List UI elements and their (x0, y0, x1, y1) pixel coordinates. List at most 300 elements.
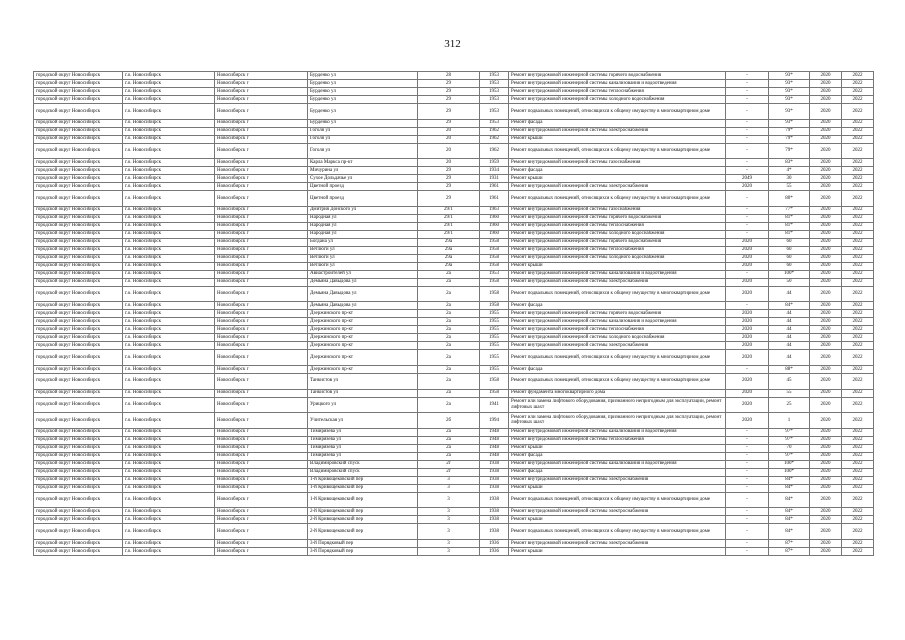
city-cell: Новосибирск г (215, 286, 308, 302)
municipality-cell: городской округ Новосибирск (34, 318, 123, 326)
plan-start-cell: 2020 (810, 214, 842, 222)
plan-start-cell: 2020 (810, 460, 842, 468)
plan-end-cell: 2022 (842, 119, 874, 127)
work-type-cell: Ремонт внутридомовой инженерной системы электроснабжения (509, 539, 726, 547)
plan-start-cell: 2020 (810, 436, 842, 444)
table-row (34, 222, 874, 230)
plan-start-cell: 2020 (810, 468, 842, 476)
city-cell: Новосибирск г (215, 246, 308, 254)
prev-year-cell: - (726, 119, 769, 127)
table-row (34, 484, 874, 492)
plan-end-cell: 2022 (842, 476, 874, 484)
house-cell: 3 (418, 492, 480, 508)
year-built-cell: 1958 (480, 254, 509, 262)
wear-cell: 84* (769, 302, 810, 310)
year-built-cell: 1948 (480, 444, 509, 452)
wear-cell: 60 (769, 238, 810, 246)
wear-cell: 30 (769, 175, 810, 183)
house-cell: 29 (418, 167, 480, 175)
work-type-cell: Ремонт внутридомовой инженерной системы газоснабжения (509, 159, 726, 167)
house-cell: 3 (418, 484, 480, 492)
prev-year-cell: - (726, 476, 769, 484)
table-body (34, 72, 874, 556)
year-built-cell: 1962 (480, 127, 509, 135)
municipality-cell: городской округ Новосибирск (34, 254, 123, 262)
wear-cell: 88* (769, 365, 810, 373)
municipality-cell: городской округ Новосибирск (34, 342, 123, 350)
house-cell: 29/1 (418, 230, 480, 238)
plan-start-cell: 2020 (810, 310, 842, 318)
street-cell: Дзержинского пр-кт (308, 334, 418, 342)
wear-cell: 44 (769, 318, 810, 326)
municipality-cell: городской округ Новосибирск (34, 516, 123, 524)
city-cell: Новосибирск г (215, 96, 308, 104)
table-row (34, 80, 874, 88)
city-cell: Новосибирск г (215, 310, 308, 318)
plan-end-cell: 2022 (842, 175, 874, 183)
table-row (34, 476, 874, 484)
district-cell: г.о. Новосибирск (123, 428, 215, 436)
municipality-cell: городской округ Новосибирск (34, 444, 123, 452)
house-cell: 3 (418, 547, 480, 555)
house-cell: 29 (418, 183, 480, 191)
city-cell: Новосибирск г (215, 159, 308, 167)
table-row (34, 492, 874, 508)
house-cell: 29а (418, 238, 480, 246)
district-cell: г.о. Новосибирск (123, 270, 215, 278)
table-row (34, 334, 874, 342)
plan-start-cell: 2020 (810, 492, 842, 508)
house-cell: 20 (418, 127, 480, 135)
table-row (34, 143, 874, 159)
prev-year-cell: 2020 (726, 278, 769, 286)
house-cell: 29 (418, 175, 480, 183)
municipality-cell: городской округ Новосибирск (34, 159, 123, 167)
district-cell: г.о. Новосибирск (123, 413, 215, 429)
wear-cell: 100* (769, 270, 810, 278)
plan-start-cell: 2020 (810, 444, 842, 452)
table-row (34, 547, 874, 555)
street-cell: Бурденко ул (308, 88, 418, 96)
city-cell: Новосибирск г (215, 230, 308, 238)
wear-cell: 100* (769, 468, 810, 476)
work-type-cell: Ремонт подвальных помещений, относящихся к общему имуществу в многоквартирном доме (509, 492, 726, 508)
street-cell: Ветлюги ул (308, 254, 418, 262)
plan-start-cell: 2020 (810, 302, 842, 310)
year-built-cell: 1955 (480, 334, 509, 342)
house-cell: 20 (418, 135, 480, 143)
table-row (34, 428, 874, 436)
wear-cell: 97* (769, 452, 810, 460)
year-built-cell: 1948 (480, 436, 509, 444)
prev-year-cell: 2020 (726, 286, 769, 302)
plan-start-cell: 2020 (810, 230, 842, 238)
city-cell: Новосибирск г (215, 452, 308, 460)
municipality-cell: городской округ Новосибирск (34, 334, 123, 342)
prev-year-cell: 2020 (726, 397, 769, 413)
plan-end-cell: 2022 (842, 373, 874, 389)
table-row (34, 278, 874, 286)
street-cell: 3-й Порядковый пер (308, 539, 418, 547)
street-cell: Цветной проезд (308, 183, 418, 191)
city-cell: Новосибирск г (215, 397, 308, 413)
house-cell: 2г (418, 468, 480, 476)
street-cell: 1-й Кривощековский пер (308, 476, 418, 484)
municipality-cell: городской округ Новосибирск (34, 262, 123, 270)
plan-end-cell: 2022 (842, 127, 874, 135)
prev-year-cell: - (726, 302, 769, 310)
house-cell: 3 (418, 524, 480, 540)
table-row (34, 175, 874, 183)
prev-year-cell: - (726, 104, 769, 120)
wear-cell: 93* (769, 96, 810, 104)
prev-year-cell: - (726, 468, 769, 476)
table-row (34, 508, 874, 516)
wear-cell: 79* (769, 143, 810, 159)
municipality-cell: городской округ Новосибирск (34, 88, 123, 96)
year-built-cell: 1955 (480, 350, 509, 366)
house-cell: 2а (418, 278, 480, 286)
street-cell: Бурденко ул (308, 80, 418, 88)
city-cell: Новосибирск г (215, 342, 308, 350)
municipality-cell: городской округ Новосибирск (34, 413, 123, 429)
plan-end-cell: 2022 (842, 270, 874, 278)
city-cell: Новосибирск г (215, 206, 308, 214)
house-cell: 2а (418, 270, 480, 278)
street-cell: Мичурина ул (308, 167, 418, 175)
plan-start-cell: 2020 (810, 342, 842, 350)
city-cell: Новосибирск г (215, 547, 308, 555)
plan-end-cell: 2022 (842, 492, 874, 508)
year-built-cell: 1958 (480, 373, 509, 389)
plan-start-cell: 2020 (810, 238, 842, 246)
table-row (34, 350, 874, 366)
district-cell: г.о. Новосибирск (123, 508, 215, 516)
street-cell: Гоголя ул (308, 135, 418, 143)
prev-year-cell: - (726, 159, 769, 167)
municipality-cell: городской округ Новосибирск (34, 72, 123, 80)
prev-year-cell: 2020 (726, 334, 769, 342)
street-cell: Демьяна Давыдова ул (308, 278, 418, 286)
house-cell: 29/1 (418, 214, 480, 222)
work-type-cell: Ремонт крыши (509, 484, 726, 492)
plan-start-cell: 2020 (810, 159, 842, 167)
municipality-cell: городской округ Новосибирск (34, 508, 123, 516)
plan-start-cell: 2020 (810, 373, 842, 389)
wear-cell: 93* (769, 104, 810, 120)
district-cell: г.о. Новосибирск (123, 143, 215, 159)
district-cell: г.о. Новосибирск (123, 310, 215, 318)
house-cell: 2а (418, 326, 480, 334)
prev-year-cell: - (726, 270, 769, 278)
prev-year-cell: 2020 (726, 183, 769, 191)
district-cell: г.о. Новосибирск (123, 278, 215, 286)
table-row (34, 88, 874, 96)
work-type-cell: Ремонт внутридомовой инженерной системы электроснабжения (509, 508, 726, 516)
plan-end-cell: 2022 (842, 326, 874, 334)
city-cell: Новосибирск г (215, 104, 308, 120)
table-row (34, 206, 874, 214)
year-built-cell: 1938 (480, 460, 509, 468)
street-cell: Гоголя ул (308, 143, 418, 159)
work-type-cell: Ремонт крыши (509, 516, 726, 524)
house-cell: 2а (418, 436, 480, 444)
plan-end-cell: 2022 (842, 413, 874, 429)
plan-end-cell: 2022 (842, 214, 874, 222)
street-cell: Бурденко ул (308, 104, 418, 120)
plan-start-cell: 2020 (810, 389, 842, 397)
work-type-cell: Ремонт внутридомовой инженерной системы канализования и водоотведения (509, 460, 726, 468)
city-cell: Новосибирск г (215, 222, 308, 230)
street-cell: Тимирязева ул (308, 452, 418, 460)
city-cell: Новосибирск г (215, 135, 308, 143)
city-cell: Новосибирск г (215, 508, 308, 516)
prev-year-cell: - (726, 452, 769, 460)
plan-end-cell: 2022 (842, 302, 874, 310)
district-cell: г.о. Новосибирск (123, 302, 215, 310)
work-type-cell: Ремонт или замена лифтового оборудования, признанного непригодным для эксплуатации, ремонт лифтовых шахт (509, 397, 726, 413)
plan-end-cell: 2022 (842, 524, 874, 540)
municipality-cell: городской округ Новосибирск (34, 167, 123, 175)
wear-cell: 4* (769, 167, 810, 175)
wear-cell: 55 (769, 389, 810, 397)
district-cell: г.о. Новосибирск (123, 373, 215, 389)
house-cell: 2а (418, 302, 480, 310)
district-cell: г.о. Новосибирск (123, 342, 215, 350)
street-cell: Танкистов ул (308, 373, 418, 389)
street-cell: 3-й Порядковый пер (308, 547, 418, 555)
house-cell: 29 (418, 88, 480, 96)
wear-cell: 60 (769, 254, 810, 262)
street-cell: Ветлюги ул (308, 246, 418, 254)
year-built-cell: 1994 (480, 413, 509, 429)
wear-cell: 81* (769, 214, 810, 222)
district-cell: г.о. Новосибирск (123, 175, 215, 183)
prev-year-cell: - (726, 484, 769, 492)
plan-start-cell: 2020 (810, 96, 842, 104)
street-cell: Тимирязева ул (308, 436, 418, 444)
municipality-cell: городской округ Новосибирск (34, 238, 123, 246)
city-cell: Новосибирск г (215, 476, 308, 484)
district-cell: г.о. Новосибирск (123, 135, 215, 143)
prev-year-cell: - (726, 214, 769, 222)
city-cell: Новосибирск г (215, 143, 308, 159)
city-cell: Новосибирск г (215, 444, 308, 452)
district-cell: г.о. Новосибирск (123, 334, 215, 342)
plan-end-cell: 2022 (842, 183, 874, 191)
municipality-cell: городской округ Новосибирск (34, 214, 123, 222)
work-type-cell: Ремонт внутридомовой инженерной системы горячего водоснабжения (509, 310, 726, 318)
work-type-cell: Ремонт внутридомовой инженерной системы теплоснабжения (509, 222, 726, 230)
district-cell: г.о. Новосибирск (123, 183, 215, 191)
wear-cell: 44 (769, 326, 810, 334)
house-cell: 3 (418, 516, 480, 524)
city-cell: Новосибирск г (215, 191, 308, 207)
district-cell: г.о. Новосибирск (123, 104, 215, 120)
table-row (34, 127, 874, 135)
year-built-cell: 1955 (480, 310, 509, 318)
municipality-cell: городской округ Новосибирск (34, 206, 123, 214)
year-built-cell: 1963 (480, 206, 509, 214)
city-cell: Новосибирск г (215, 318, 308, 326)
city-cell: Новосибирск г (215, 365, 308, 373)
table-row (34, 460, 874, 468)
district-cell: г.о. Новосибирск (123, 547, 215, 555)
work-type-cell: Ремонт внутридомовой инженерной системы холодного водоснабжения (509, 334, 726, 342)
city-cell: Новосибирск г (215, 270, 308, 278)
plan-start-cell: 2020 (810, 262, 842, 270)
wear-cell: 25 (769, 397, 810, 413)
plan-end-cell: 2022 (842, 318, 874, 326)
municipality-cell: городской округ Новосибирск (34, 326, 123, 334)
district-cell: г.о. Новосибирск (123, 444, 215, 452)
prev-year-cell: - (726, 167, 769, 175)
municipality-cell: городской округ Новосибирск (34, 96, 123, 104)
prev-year-cell: - (726, 135, 769, 143)
work-type-cell: Ремонт внутридомовой инженерной системы электроснабжения (509, 127, 726, 135)
house-cell: 2а (418, 365, 480, 373)
street-cell: Народная ул (308, 230, 418, 238)
municipality-cell: городской округ Новосибирск (34, 539, 123, 547)
table-row (34, 389, 874, 397)
street-cell: Цветной проезд (308, 191, 418, 207)
plan-end-cell: 2022 (842, 444, 874, 452)
plan-start-cell: 2020 (810, 539, 842, 547)
prev-year-cell: - (726, 88, 769, 96)
plan-start-cell: 2020 (810, 175, 842, 183)
house-cell: 2а (418, 286, 480, 302)
table-row (34, 524, 874, 540)
prev-year-cell: - (726, 539, 769, 547)
work-type-cell: Ремонт подвальных помещений, относящихся к общему имуществу в многоквартирном доме (509, 524, 726, 540)
prev-year-cell: - (726, 80, 769, 88)
district-cell: г.о. Новосибирск (123, 389, 215, 397)
house-cell: 3 (418, 476, 480, 484)
municipality-cell: городской округ Новосибирск (34, 476, 123, 484)
prev-year-cell: - (726, 72, 769, 80)
district-cell: г.о. Новосибирск (123, 96, 215, 104)
prev-year-cell: 2020 (726, 389, 769, 397)
plan-end-cell: 2022 (842, 365, 874, 373)
street-cell: Дзержинского пр-кт (308, 342, 418, 350)
table-row (34, 72, 874, 80)
wear-cell: 84* (769, 492, 810, 508)
year-built-cell: 1941 (480, 397, 509, 413)
house-cell: 2г (418, 460, 480, 468)
work-type-cell: Ремонт фундамента многоквартирного дома (509, 389, 726, 397)
plan-start-cell: 2020 (810, 270, 842, 278)
district-cell: г.о. Новосибирск (123, 436, 215, 444)
district-cell: г.о. Новосибирск (123, 246, 215, 254)
house-cell: 2а (418, 342, 480, 350)
work-type-cell: Ремонт фасада (509, 452, 726, 460)
plan-end-cell: 2022 (842, 246, 874, 254)
wear-cell: 55 (769, 183, 810, 191)
district-cell: г.о. Новосибирск (123, 516, 215, 524)
city-cell: Новосибирск г (215, 302, 308, 310)
municipality-cell: городской округ Новосибирск (34, 119, 123, 127)
table-row (34, 191, 874, 207)
prev-year-cell: 2020 (726, 238, 769, 246)
house-cell: 3 (418, 539, 480, 547)
wear-cell: 45 (769, 373, 810, 389)
prev-year-cell: 2020 (726, 246, 769, 254)
city-cell: Новосибирск г (215, 238, 308, 246)
house-cell: 29 (418, 96, 480, 104)
table-row (34, 119, 874, 127)
plan-start-cell: 2020 (810, 350, 842, 366)
table-row (34, 214, 874, 222)
plan-end-cell: 2022 (842, 350, 874, 366)
year-built-cell: 1958 (480, 246, 509, 254)
work-type-cell: Ремонт подвальных помещений, относящихся к общему имуществу в многоквартирном доме (509, 373, 726, 389)
table-row (34, 326, 874, 334)
city-cell: Новосибирск г (215, 389, 308, 397)
wear-cell: 93* (769, 72, 810, 80)
city-cell: Новосибирск г (215, 539, 308, 547)
plan-start-cell: 2020 (810, 278, 842, 286)
wear-cell: 60 (769, 246, 810, 254)
plan-end-cell: 2022 (842, 222, 874, 230)
plan-start-cell: 2020 (810, 104, 842, 120)
district-cell: г.о. Новосибирск (123, 127, 215, 135)
table-row (34, 373, 874, 389)
wear-cell: 81* (769, 230, 810, 238)
house-cell: 2а (418, 373, 480, 389)
year-built-cell: 1936 (480, 547, 509, 555)
plan-start-cell: 2020 (810, 508, 842, 516)
plan-start-cell: 2020 (810, 524, 842, 540)
work-type-cell: Ремонт внутридомовой инженерной системы канализования и водоотведения (509, 318, 726, 326)
street-cell: 2-й Кривощековский пер (308, 524, 418, 540)
year-built-cell: 1961 (480, 191, 509, 207)
municipality-cell: городской округ Новосибирск (34, 175, 123, 183)
city-cell: Новосибирск г (215, 413, 308, 429)
prev-year-cell: - (726, 96, 769, 104)
municipality-cell: городской округ Новосибирск (34, 524, 123, 540)
street-cell: 1-й Кривощековский пер (308, 484, 418, 492)
city-cell: Новосибирск г (215, 127, 308, 135)
table-row (34, 318, 874, 326)
year-built-cell: 1938 (480, 524, 509, 540)
prev-year-cell: - (726, 492, 769, 508)
year-built-cell: 1962 (480, 143, 509, 159)
table-row (34, 539, 874, 547)
street-cell: Народная ул (308, 214, 418, 222)
city-cell: Новосибирск г (215, 214, 308, 222)
street-cell: Дзержинского пр-кт (308, 365, 418, 373)
year-built-cell: 1953 (480, 119, 509, 127)
plan-end-cell: 2022 (842, 397, 874, 413)
table-row (34, 135, 874, 143)
street-cell: Демьяна Давыдова ул (308, 286, 418, 302)
table-row (34, 183, 874, 191)
work-type-cell: Ремонт внутридомовой инженерной системы канализования и водоотведения (509, 428, 726, 436)
repair-schedule-table (33, 71, 874, 556)
plan-end-cell: 2022 (842, 484, 874, 492)
prev-year-cell: 2020 (726, 254, 769, 262)
municipality-cell: городской округ Новосибирск (34, 365, 123, 373)
district-cell: г.о. Новосибирск (123, 230, 215, 238)
district-cell: г.о. Новосибирск (123, 539, 215, 547)
city-cell: Новосибирск г (215, 460, 308, 468)
prev-year-cell: - (726, 191, 769, 207)
wear-cell: 60 (769, 262, 810, 270)
plan-start-cell: 2020 (810, 365, 842, 373)
plan-start-cell: 2020 (810, 286, 842, 302)
plan-end-cell: 2022 (842, 547, 874, 555)
plan-end-cell: 2022 (842, 334, 874, 342)
